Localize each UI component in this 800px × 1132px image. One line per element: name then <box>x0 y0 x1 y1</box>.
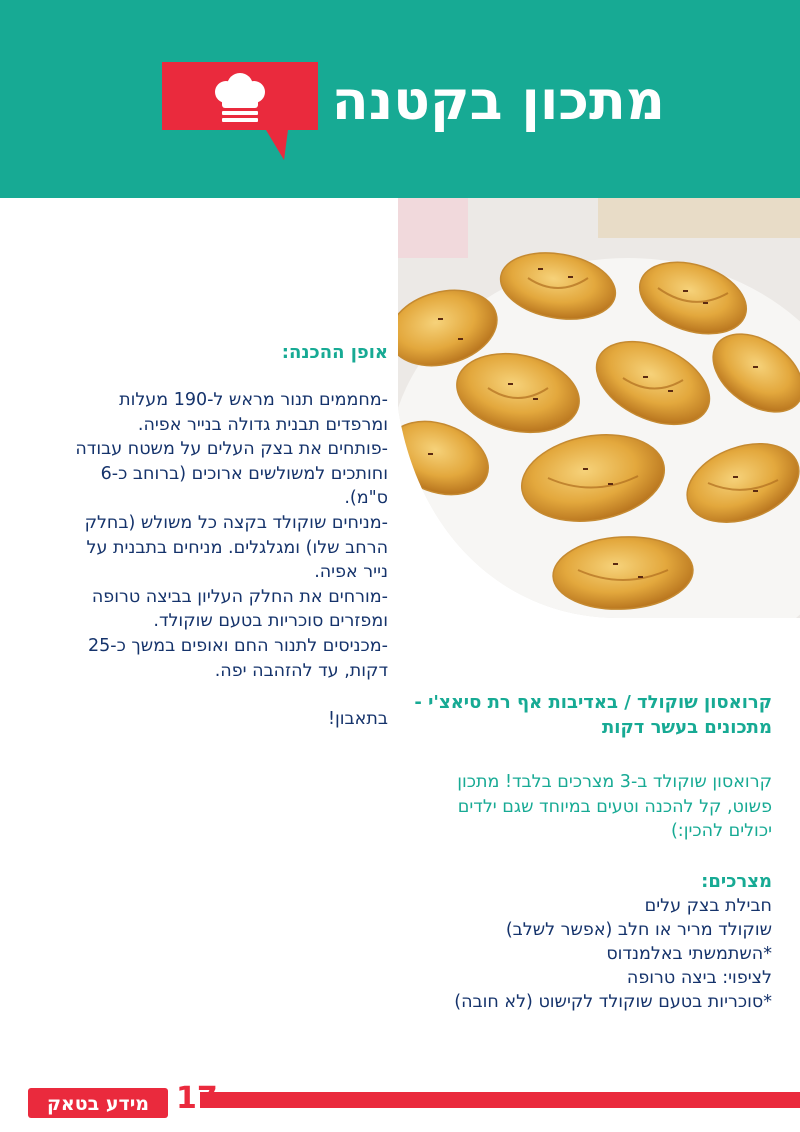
header-banner <box>0 0 800 198</box>
preparation-line: וחותכים למשולשים ארוכים (ברוחב כ-6 <box>100 463 388 484</box>
preparation-title: אופן ההכנה: <box>281 342 388 363</box>
closing-text: בתאבון! <box>328 709 388 730</box>
recipe-intro <box>412 770 772 844</box>
brand-logo-text: מידע בטאק <box>46 1093 150 1115</box>
preparation-line: הרחב שלו) ומגלגלים. מניחים בתבנית על <box>86 537 388 558</box>
ingredient-item: *סוכריות בטעם שוקולד לקישוט (לא חובה) <box>454 991 772 1012</box>
recipe-title-line: מתכונים בעשר דקות <box>602 717 772 738</box>
recipe-title-line: קרואסון שוקולד / באדיבות אף רת סיאצ'י - <box>414 692 772 713</box>
ingredient-item: חבילת בצק עלים <box>644 895 772 916</box>
preparation-section <box>70 340 388 731</box>
preparation-line: -מניחים שוקולד בקצה כל משולש (בחלק <box>84 512 388 533</box>
preparation-line: -מחממים תנור מראש ל-190 מעלות <box>119 390 388 410</box>
ingredient-item: לציפוי: ביצה טרופה <box>626 967 772 988</box>
page-title: מתכון בקטנה <box>331 69 665 132</box>
preparation-line: דקות, עד להזהבה יפה. <box>214 660 388 681</box>
recipe-section <box>412 690 772 1014</box>
intro-line: יכולים להכין:) <box>670 821 772 841</box>
intro-line: קרואסון שוקולד ב-3 מצרכים בלבד! מתכון <box>457 772 772 792</box>
recipe-title <box>412 690 772 740</box>
intro-line: פשוט, קל להכנה וטעים במיוחד שגם ילדים <box>457 796 772 817</box>
page-number: 17 <box>176 1081 218 1116</box>
croissants-photo <box>398 198 800 618</box>
preparation-line: ומפזרים סוכריות בטעם שוקולד. <box>153 611 388 632</box>
preparation-line: -מכניסים לתנור החם ואופים במשך כ-25 <box>88 635 388 656</box>
chef-hat-icon <box>160 62 320 162</box>
brand-logo <box>28 1082 168 1122</box>
preparation-line: נייר אפיה. <box>314 562 388 583</box>
ingredients-title: מצרכים: <box>701 870 772 892</box>
ingredient-item: *השתמשתי באלמנדוס <box>606 943 772 964</box>
ingredient-item: שוקולד מריר או חלב (אפשר לשלב) <box>505 919 772 940</box>
preparation-line: -מורחים את החלק העליון בביצה טרופה <box>91 586 388 607</box>
ingredients-list <box>412 894 772 1014</box>
footer-bar <box>200 1092 800 1108</box>
preparation-steps <box>70 388 388 683</box>
preparation-line: ס"מ). <box>344 488 388 509</box>
preparation-line: -פותחים את בצק העלים על משטח עבודה <box>75 439 388 460</box>
preparation-line: ומרפדים תבנית גדולה בנייר אפיה. <box>137 414 388 435</box>
